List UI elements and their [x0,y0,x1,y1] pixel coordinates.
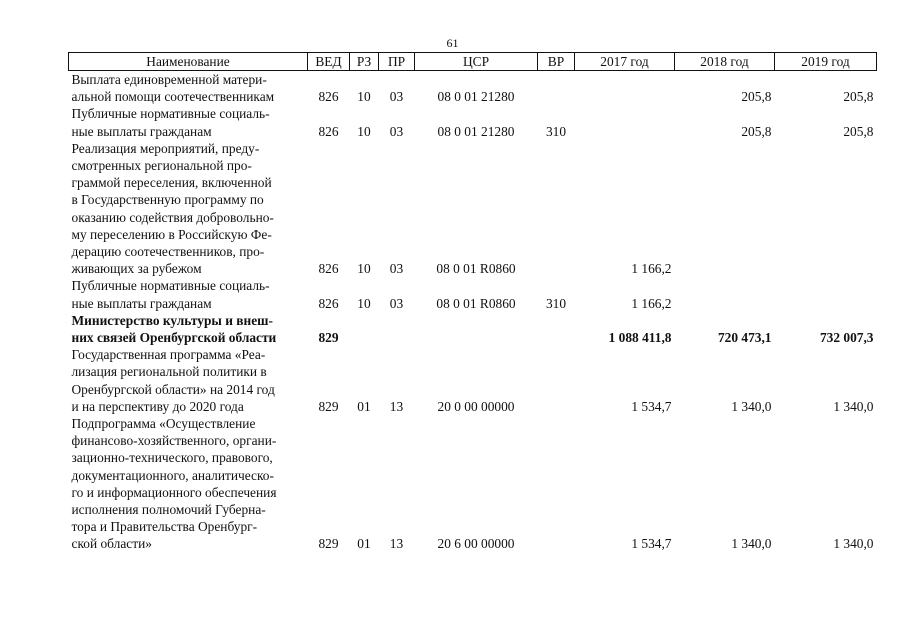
row-2019 [775,140,877,278]
row-rz: 01 [357,398,371,414]
row-vr [538,415,575,553]
row-2017: 1 166,2 [631,261,672,277]
row-pr: 13 [389,398,404,414]
row-2018: 1 340,0 [731,398,772,414]
header-vr: ВР [538,53,575,71]
row-vr [538,346,575,415]
row-vr [538,140,575,278]
row-pr: 03 [389,123,404,139]
page-number: 61 [446,36,459,50]
row-pr: 13 [389,536,404,552]
row-rz [350,312,379,346]
row-rz: 10 [357,89,371,105]
table-row [69,277,877,311]
header-rz: РЗ [350,53,379,71]
row-2017 [575,105,675,139]
row-2017: 1 166,2 [631,295,672,311]
row-ved: 829 [318,398,339,414]
budget-table [68,52,877,553]
row-2018: 1 340,0 [731,536,772,552]
header-pr: ПР [379,53,415,71]
row-csr [415,312,538,346]
row-name: Публичные нормативные социаль- ные выплаты гражданам [71,278,270,311]
row-2017: 1 534,7 [631,536,672,552]
row-pr: 03 [389,261,404,277]
table-row [69,71,877,106]
row-rz: 10 [357,261,371,277]
row-csr: 20 0 00 00000 [437,398,515,414]
row-pr: 03 [389,295,404,311]
row-csr: 20 6 00 00000 [437,536,515,552]
row-2018: 205,8 [741,89,772,105]
row-vr: 310 [545,123,567,139]
row-csr: 08 0 01 21280 [437,89,515,105]
table-row [69,105,877,139]
row-csr: 08 0 01 R0860 [436,295,516,311]
row-ved: 826 [318,89,339,105]
table-row [69,346,877,415]
row-vr [538,71,575,106]
row-2019: 1 340,0 [833,398,874,414]
row-rz: 10 [357,295,371,311]
row-name: Подпрограмма «Осуществление финансово-хозяйственного, органи- зационно-технического, правового, документационного, аналитическо- го и информационного обеспечения исполнения полномочий Губерна- тора и Правительства Оренбург- ской области» [71,416,277,552]
row-2017: 1 534,7 [631,398,672,414]
row-2019: 205,8 [843,89,874,105]
row-2017: 1 088 411,8 [608,330,672,346]
row-2018 [675,277,775,311]
row-vr: 310 [545,295,567,311]
row-ved: 826 [318,123,339,139]
row-ved: 826 [318,261,339,277]
row-ved: 829 [318,330,339,346]
header-2017: 2017 год [575,53,675,71]
row-rz: 10 [357,123,371,139]
table-row [69,140,877,278]
row-csr: 08 0 01 R0860 [436,261,516,277]
row-2019: 732 007,3 [819,330,874,346]
row-name: Государственная программа «Реа- лизация региональной политики в Оренбургской области» на 2014 год и на перспективу до 2020 года [71,347,275,414]
row-2019 [775,277,877,311]
table-row-ministry [69,312,877,346]
row-rz: 01 [357,536,371,552]
header-csr: ЦСР [415,53,538,71]
row-2017 [575,71,675,106]
header-2019: 2019 год [775,53,877,71]
row-2018: 205,8 [741,123,772,139]
row-name: Публичные нормативные социаль- ные выплаты гражданам [71,106,270,139]
row-2018 [675,140,775,278]
row-ved: 829 [318,536,339,552]
row-csr: 08 0 01 21280 [437,123,515,139]
row-pr [379,312,415,346]
row-2018: 720 473,1 [717,330,772,346]
row-name: Реализация мероприятий, преду- смотренных региональной про- граммой переселения, включенной в Государственную программу по оказанию содействия добровольно- му переселению в Российскую Фе- дерацию соотечественников, про- живающих за рубежом [71,140,274,277]
row-name: Выплата единовременной матери- альной помощи соотечественникам [71,72,275,105]
header-2018: 2018 год [675,53,775,71]
row-ved: 826 [318,295,339,311]
row-2019: 205,8 [843,123,874,139]
table-header-row [69,53,877,71]
table-row [69,415,877,553]
row-2019: 1 340,0 [833,536,874,552]
row-name: Министерство культуры и внеш- них связей Оренбургской области [71,312,277,346]
header-ved: ВЕД [308,53,350,71]
row-pr: 03 [389,89,404,105]
row-vr [538,312,575,346]
header-name: Наименование [69,53,308,71]
